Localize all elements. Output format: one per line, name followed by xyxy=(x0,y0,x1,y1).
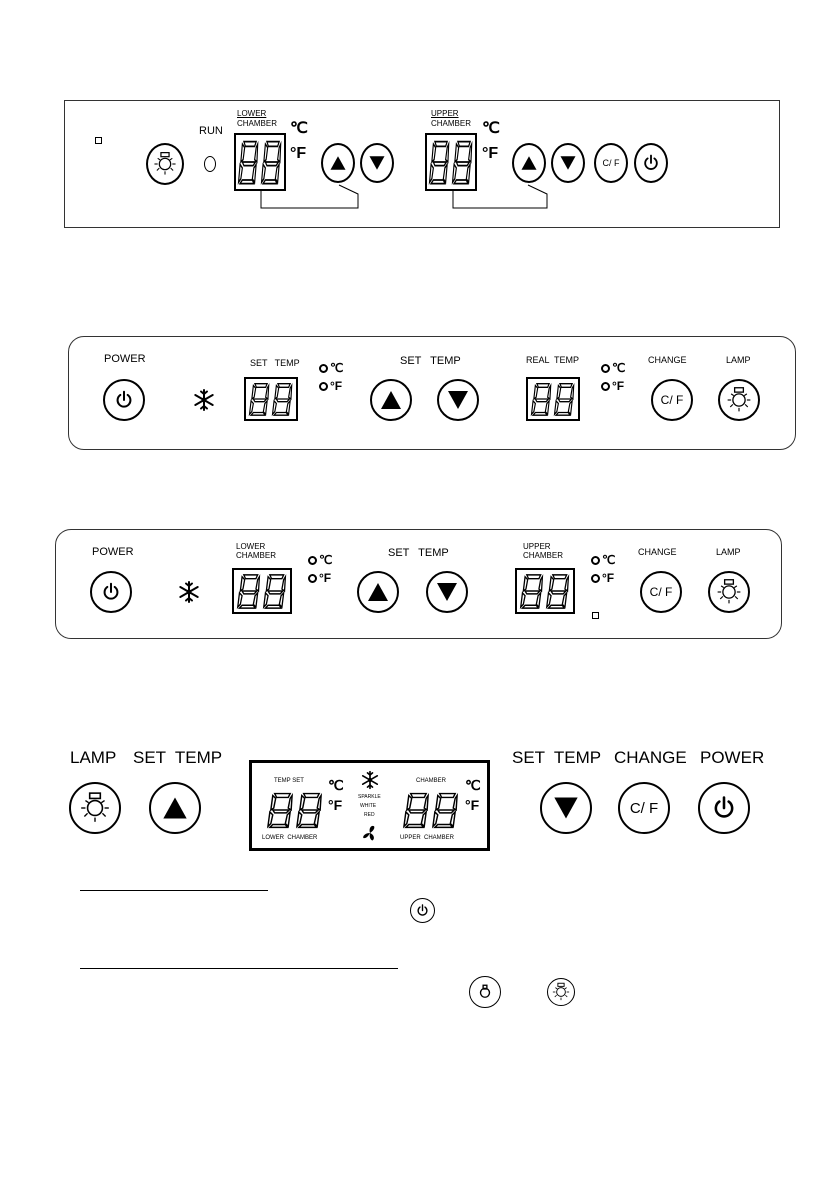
lamp-button[interactable] xyxy=(69,782,121,834)
celsius-label: ℃ xyxy=(319,553,333,567)
power-icon-inline xyxy=(410,898,435,923)
change-unit-button[interactable] xyxy=(618,782,670,834)
cf-label: C/ F xyxy=(660,393,684,407)
upper-up-button[interactable] xyxy=(512,143,546,183)
lamp-label: LAMP xyxy=(70,748,117,767)
celsius-label: ℃ xyxy=(482,120,500,137)
lower-up-button[interactable] xyxy=(321,143,355,183)
celsius-label: ℃ xyxy=(602,553,616,567)
fahrenheit-led xyxy=(319,382,328,391)
snowflake-icon xyxy=(177,580,201,604)
indicator-dot xyxy=(592,612,599,619)
upper-down-button[interactable] xyxy=(551,143,585,183)
temp-set-label: TEMP SET xyxy=(274,778,304,784)
celsius-label: ℃ xyxy=(612,361,626,375)
fahrenheit-label: °F xyxy=(612,379,625,393)
sparkle-label: SPARKLE xyxy=(358,794,381,800)
lamp-icon xyxy=(718,580,741,604)
power-label: POWER xyxy=(92,546,134,558)
upper-chamber-display xyxy=(515,568,575,614)
set-temp-right-label: SET TEMP xyxy=(512,748,602,767)
snowflake-icon xyxy=(360,770,380,790)
lower-chamber-label: LOWER CHAMBER xyxy=(262,835,318,841)
chamber-label: CHAMBER xyxy=(416,778,447,784)
set-temp-down-button[interactable] xyxy=(426,571,468,613)
celsius-label: ℃ xyxy=(465,777,481,793)
celsius-led xyxy=(319,364,328,373)
lamp-icon xyxy=(553,983,569,1000)
lamp-label: LAMP xyxy=(726,355,751,365)
power-label: POWER xyxy=(700,748,765,767)
lamp-button[interactable] xyxy=(146,143,184,185)
lamp-button[interactable] xyxy=(708,571,750,613)
up-arrow-icon xyxy=(331,156,346,170)
celsius-led xyxy=(591,556,600,565)
lower-display-digits xyxy=(266,790,324,830)
fahrenheit-label: °F xyxy=(328,797,343,813)
power-button[interactable] xyxy=(103,379,145,421)
set-temp-label: SET TEMP xyxy=(250,358,300,368)
power-icon xyxy=(105,584,118,599)
lamp-icon xyxy=(728,388,751,412)
red-label: RED xyxy=(364,812,375,818)
power-button[interactable] xyxy=(634,143,668,183)
bulb-icon xyxy=(481,985,490,997)
real-temp-display xyxy=(526,377,580,421)
snowflake-icon xyxy=(192,388,216,412)
upper-connector xyxy=(450,180,570,212)
set-temp-up-button[interactable] xyxy=(370,379,412,421)
underline-1 xyxy=(80,890,268,891)
lower-connector xyxy=(258,180,378,212)
set-temp-up-button[interactable] xyxy=(357,571,399,613)
power-button[interactable] xyxy=(90,571,132,613)
change-label: CHANGE xyxy=(648,355,687,365)
cf-label: C/ F xyxy=(649,585,673,599)
down-arrow-icon xyxy=(370,156,385,170)
white-label: WHITE xyxy=(360,803,377,809)
indicator-dot xyxy=(95,137,102,144)
down-arrow-icon xyxy=(561,156,576,170)
change-unit-button[interactable] xyxy=(640,571,682,613)
down-arrow-icon xyxy=(448,391,468,409)
power-button[interactable] xyxy=(698,782,750,834)
fahrenheit-led xyxy=(591,574,600,583)
fahrenheit-led xyxy=(601,382,610,391)
upper-chamber-label: UPPER CHAMBER xyxy=(400,835,455,841)
cf-label: C/ F xyxy=(629,799,659,817)
lower-chamber-label: LOWER CHAMBER xyxy=(237,109,278,128)
real-temp-label: REAL TEMP xyxy=(526,355,580,365)
upper-display-digits xyxy=(402,790,460,830)
lower-down-button[interactable] xyxy=(360,143,394,183)
lower-chamber-label: LOWER CHAMBER xyxy=(236,542,277,560)
up-arrow-icon xyxy=(368,583,388,601)
celsius-led xyxy=(308,556,317,565)
fahrenheit-label: °F xyxy=(319,571,332,585)
up-arrow-icon xyxy=(522,156,537,170)
cf-label: C/ F xyxy=(602,158,620,168)
lamp-button[interactable] xyxy=(718,379,760,421)
celsius-label: ℃ xyxy=(290,120,308,137)
celsius-label: ℃ xyxy=(328,777,344,793)
change-unit-button[interactable] xyxy=(651,379,693,421)
fahrenheit-led xyxy=(308,574,317,583)
set-temp-up-button[interactable] xyxy=(149,782,201,834)
fahrenheit-label: °F xyxy=(290,145,307,162)
run-label: RUN xyxy=(199,125,223,137)
power-icon xyxy=(645,156,657,170)
lamp-label: LAMP xyxy=(716,547,741,557)
set-temp-buttons-label: SET TEMP xyxy=(400,355,461,367)
lower-chamber-display xyxy=(232,568,292,614)
run-indicator xyxy=(204,156,216,172)
power-icon xyxy=(716,798,732,817)
change-label: CHANGE xyxy=(638,547,677,557)
upper-chamber-label: UPPER CHAMBER xyxy=(523,542,564,560)
fahrenheit-label: °F xyxy=(482,145,499,162)
celsius-led xyxy=(601,364,610,373)
celsius-label: ℃ xyxy=(330,361,344,375)
lamp-icon xyxy=(154,153,175,175)
down-arrow-icon xyxy=(554,798,577,819)
set-temp-display xyxy=(244,377,298,421)
lamp-icon xyxy=(81,793,109,822)
unit-toggle-button[interactable] xyxy=(594,143,628,183)
set-temp-down-button[interactable] xyxy=(437,379,479,421)
set-temp-label: SET TEMP xyxy=(388,547,449,559)
lamp-icon-inline xyxy=(547,978,575,1006)
fahrenheit-label: °F xyxy=(465,797,480,813)
up-arrow-icon xyxy=(163,798,186,819)
fan-icon xyxy=(360,823,380,843)
down-arrow-icon xyxy=(437,583,457,601)
change-label: CHANGE xyxy=(614,748,687,767)
power-label: POWER xyxy=(104,353,146,365)
underline-2 xyxy=(80,968,398,969)
set-temp-down-button[interactable] xyxy=(540,782,592,834)
power-icon xyxy=(418,905,427,915)
set-temp-left-label: SET TEMP xyxy=(133,748,223,767)
upper-chamber-label: UPPER CHAMBER xyxy=(431,109,472,128)
fahrenheit-label: °F xyxy=(602,571,615,585)
bulb-icon-inline xyxy=(469,976,501,1008)
power-icon xyxy=(118,392,131,407)
up-arrow-icon xyxy=(381,391,401,409)
fahrenheit-label: °F xyxy=(330,379,343,393)
